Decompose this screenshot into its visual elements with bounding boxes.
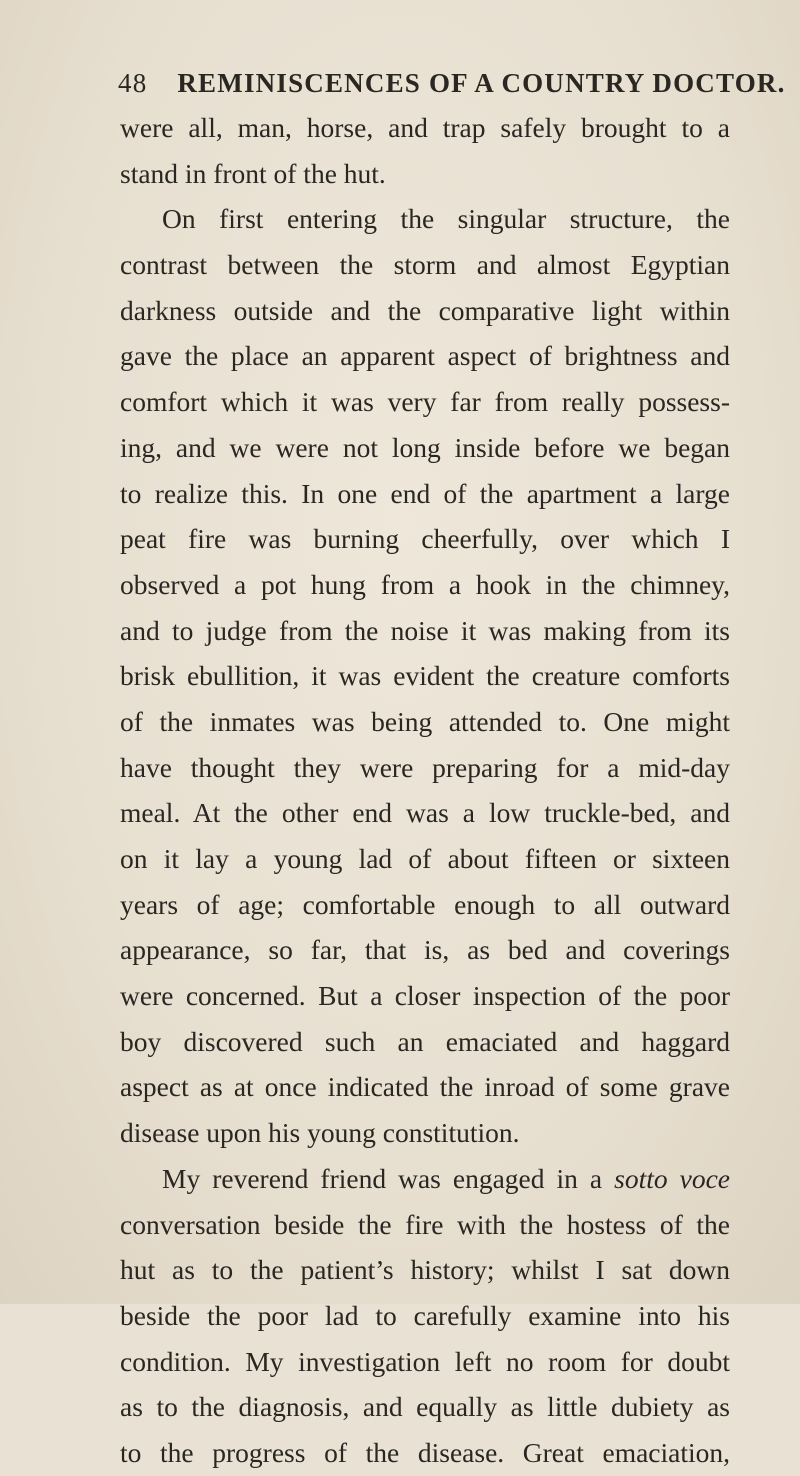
text-line: ing, and we were not long inside before we began xyxy=(120,431,730,463)
text-line: and to judge from the noise it was making from its xyxy=(120,614,730,646)
text-line-with-italic xyxy=(120,1156,730,1202)
text-fragment: My reverend friend was engaged in a xyxy=(162,1162,615,1194)
text-line: aspect as at once indicated the inroad of some grave xyxy=(120,1071,730,1103)
text-line: meal. At the other end was a low truckle-bed, and xyxy=(120,797,730,829)
text-line: observed a pot hung from a hook in the chimney, xyxy=(120,568,730,600)
italic-phrase: sotto voce xyxy=(614,1162,730,1194)
text-line: hut as to the patient’s history; whilst I sat down xyxy=(120,1254,730,1286)
text-line: appearance, so far, that is, as bed and coverings xyxy=(120,934,730,966)
text-line: brisk ebullition, it was evident the creature comforts xyxy=(120,660,730,692)
running-title: REMINISCENCES OF A COUNTRY DOCTOR. xyxy=(177,68,786,98)
text-line: beside the poor lad to carefully examine into his xyxy=(120,1299,730,1331)
text-line: disease upon his young constitution. xyxy=(120,1117,520,1149)
body-text xyxy=(120,105,730,1476)
text-line: contrast between the storm and almost Egyptian xyxy=(120,249,730,281)
text-line: were concerned. But a closer inspection of the poor xyxy=(120,980,730,1012)
text-line: stand in front of the hut. xyxy=(120,157,386,189)
text-line: conversation beside the fire with the hostess of the xyxy=(120,1208,730,1240)
text-line: comfort which it was very far from really possess- xyxy=(120,386,730,418)
text-line: on it lay a young lad of about fifteen or sixteen xyxy=(120,843,730,874)
text-line: to realize this. In one end of the apartment a large xyxy=(120,477,730,509)
text-line: darkness outside and the comparative light within xyxy=(120,294,730,326)
text-line: were all, man, horse, and trap safely brought to a xyxy=(120,112,730,143)
page-number: 48 xyxy=(118,68,148,98)
text-line: have thought they were preparing for a mid-day xyxy=(120,751,730,783)
text-line: gave the place an apparent aspect of brightness and xyxy=(120,340,730,372)
text-line: peat fire was burning cheerfully, over which I xyxy=(120,523,730,555)
text-line: On first entering the singular structure, the xyxy=(162,203,730,235)
text-line: of the inmates was being attended to. One might xyxy=(120,705,730,737)
text-line: to the progress of the disease. Great emaciation, xyxy=(120,1436,730,1468)
text-line: boy discovered such an emaciated and haggard xyxy=(120,1025,730,1057)
text-line: years of age; comfortable enough to all outward xyxy=(120,888,730,920)
text-line: condition. My investigation left no room for doubt xyxy=(120,1345,730,1377)
text-line: as to the diagnosis, and equally as little dubiety as xyxy=(120,1391,730,1423)
